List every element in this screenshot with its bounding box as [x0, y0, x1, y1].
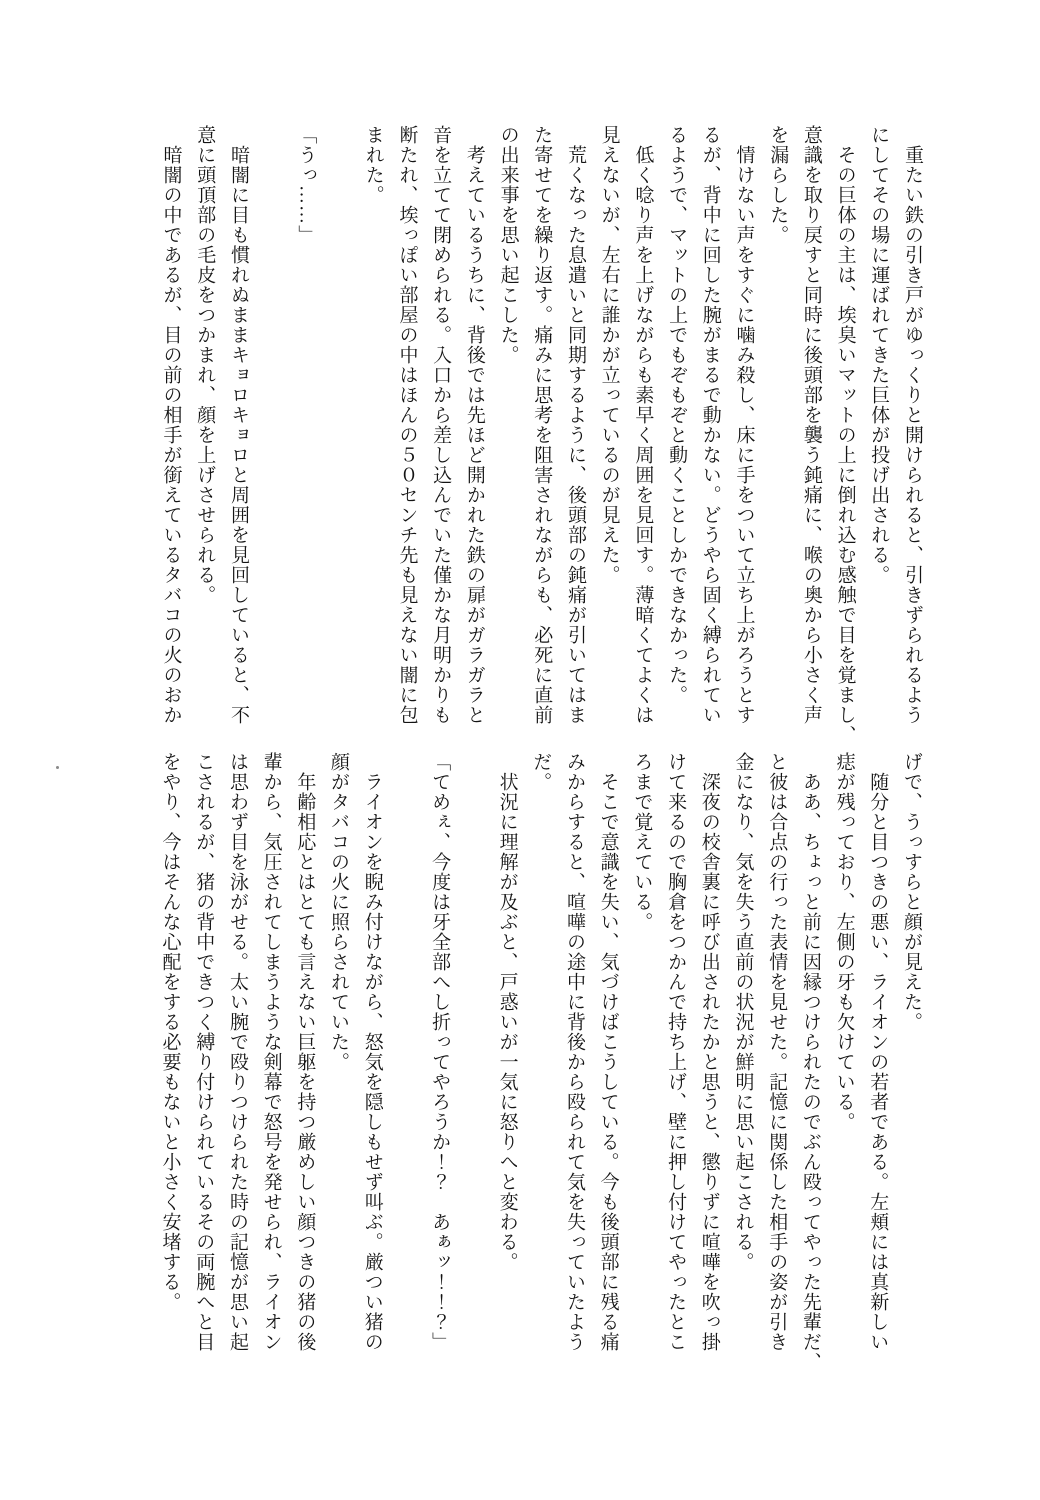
text-column: にしてその場に運ばれてきた巨体が投げ出される。 — [868, 125, 890, 585]
text-column: こされるが、猪の背中できつく縛り付けられているその両腕へと目 — [193, 752, 215, 1352]
text-column: ああ、ちょっと前に因縁つけられたのでぶん殴ってやった先輩だ、 — [799, 752, 821, 1372]
text-column: 情けない声をすぐに噛み殺し、床に手をついて立ち上がろうとす — [733, 125, 755, 725]
text-column — [255, 125, 289, 737]
vertical-text-block-top — [154, 125, 929, 745]
text-column — [456, 752, 490, 1364]
text-column: 年齢相応とはとても言えない巨躯を持つ厳めしい顔つきの猪の後 — [294, 752, 316, 1352]
vertical-text-block-bottom — [153, 752, 928, 1372]
text-column: 顔がタバコの火に照らされていた。 — [328, 752, 350, 1072]
text-column: 「うっ……」 — [295, 125, 317, 245]
text-column: まれた。 — [362, 125, 384, 205]
text-column: けて来るので胸倉をつかんで持ち上げ、壁に押し付けてやったとこ — [665, 752, 687, 1352]
text-column: た寄せてを繰り返す。痛みに思考を阻害されながらも、必死に直前 — [531, 125, 553, 725]
text-column: その巨体の主は、埃臭いマットの上に倒れ込む感触で目を覚まし、 — [834, 125, 856, 745]
text-column: 見えないが、左右に誰かが立っているのが見えた。 — [598, 125, 620, 585]
text-column — [389, 752, 423, 1364]
text-column: ライオンを睨み付けながら、怒気を隠しもせず叫ぶ。厳つい猪の — [361, 752, 383, 1352]
text-column: を漏らした。 — [767, 125, 789, 245]
scan-artifact-dot — [56, 766, 59, 769]
text-column: 「てめぇ、今度は牙全部へし折ってやろうか！？ あぁッ！！？」 — [429, 752, 451, 1352]
text-column: 金になり、気を失う直前の状況が鮮明に思い起こされる。 — [732, 752, 754, 1272]
text-column: 荒くなった息遣いと同期するように、後頭部の鈍痛が引いてはま — [564, 125, 586, 725]
text-column: るようで、マットの上でもぞもぞと動くことしかできなかった。 — [666, 125, 688, 705]
text-column: そこで意識を失い、気づけばこうしている。今も後頭部に残る痛 — [597, 752, 619, 1352]
text-column: 輩から、気圧されてしまうような剣幕で怒号を発せられ、ライオン — [260, 752, 282, 1352]
text-column: ろまで覚えている。 — [631, 752, 653, 932]
text-column: 重たい鉄の引き戸がゆっくりと開けられると、引きずられるよう — [902, 125, 923, 725]
text-column: 意に頭頂部の毛皮をつかまれ、顔を上げさせられる。 — [194, 125, 216, 605]
text-column — [322, 125, 356, 737]
text-column: みからすると、喧嘩の途中に背後から殴られて気を失っていたよう — [563, 752, 585, 1352]
text-column: の出来事を思い起こした。 — [497, 125, 519, 365]
text-column: 意識を取り戻すと同時に後頭部を襲う鈍痛に、喉の奥から小さく声 — [800, 125, 822, 725]
text-column: 暗闇の中であるが、目の前の相手が銜えているタバコの火のおか — [160, 125, 182, 725]
text-column: 状況に理解が及ぶと、戸惑いが一気に怒りへと変わる。 — [496, 752, 518, 1272]
text-column: 断たれ、埃っぽい部屋の中はほんの５０センチ先も見えない闇に包 — [396, 125, 418, 725]
text-column: 痣が残っており、左側の牙も欠けている。 — [833, 752, 855, 1132]
text-column: 音を立てて閉められる。入口から差し込んでいた僅かな月明かりも — [430, 125, 452, 725]
text-column: 随分と目つきの悪い、ライオンの若者である。左頬には真新しい — [867, 752, 889, 1352]
text-column: げで、うっすらと顔が見えた。 — [901, 752, 922, 1032]
text-column: と彼は合点の行った表情を見せた。記憶に関係した相手の姿が引き — [766, 752, 788, 1352]
text-column: だ。 — [530, 752, 552, 792]
text-column: 考えているうちに、背後では先ほど開かれた鉄の扉がガラガラと — [463, 125, 485, 725]
text-column: 低く唸り声を上げながらも素早く周囲を見回す。薄暗くてよくは — [632, 125, 654, 725]
text-column: るが、背中に回した腕がまるで動かない。どうやら固く縛られてい — [699, 125, 721, 725]
text-column: をやり、今はそんな心配をする必要もないと小さく安堵する。 — [159, 752, 181, 1312]
text-column: 暗闇に目も慣れぬままキョロキョロと周囲を見回していると、不 — [227, 125, 249, 725]
text-column: は思わず目を泳がせる。太い腕で殴りつけられた時の記憶が思い起 — [226, 752, 248, 1352]
text-column: 深夜の校舎裏に呼び出されたかと思うと、懲りずに喧嘩を吹っ掛 — [698, 752, 720, 1352]
